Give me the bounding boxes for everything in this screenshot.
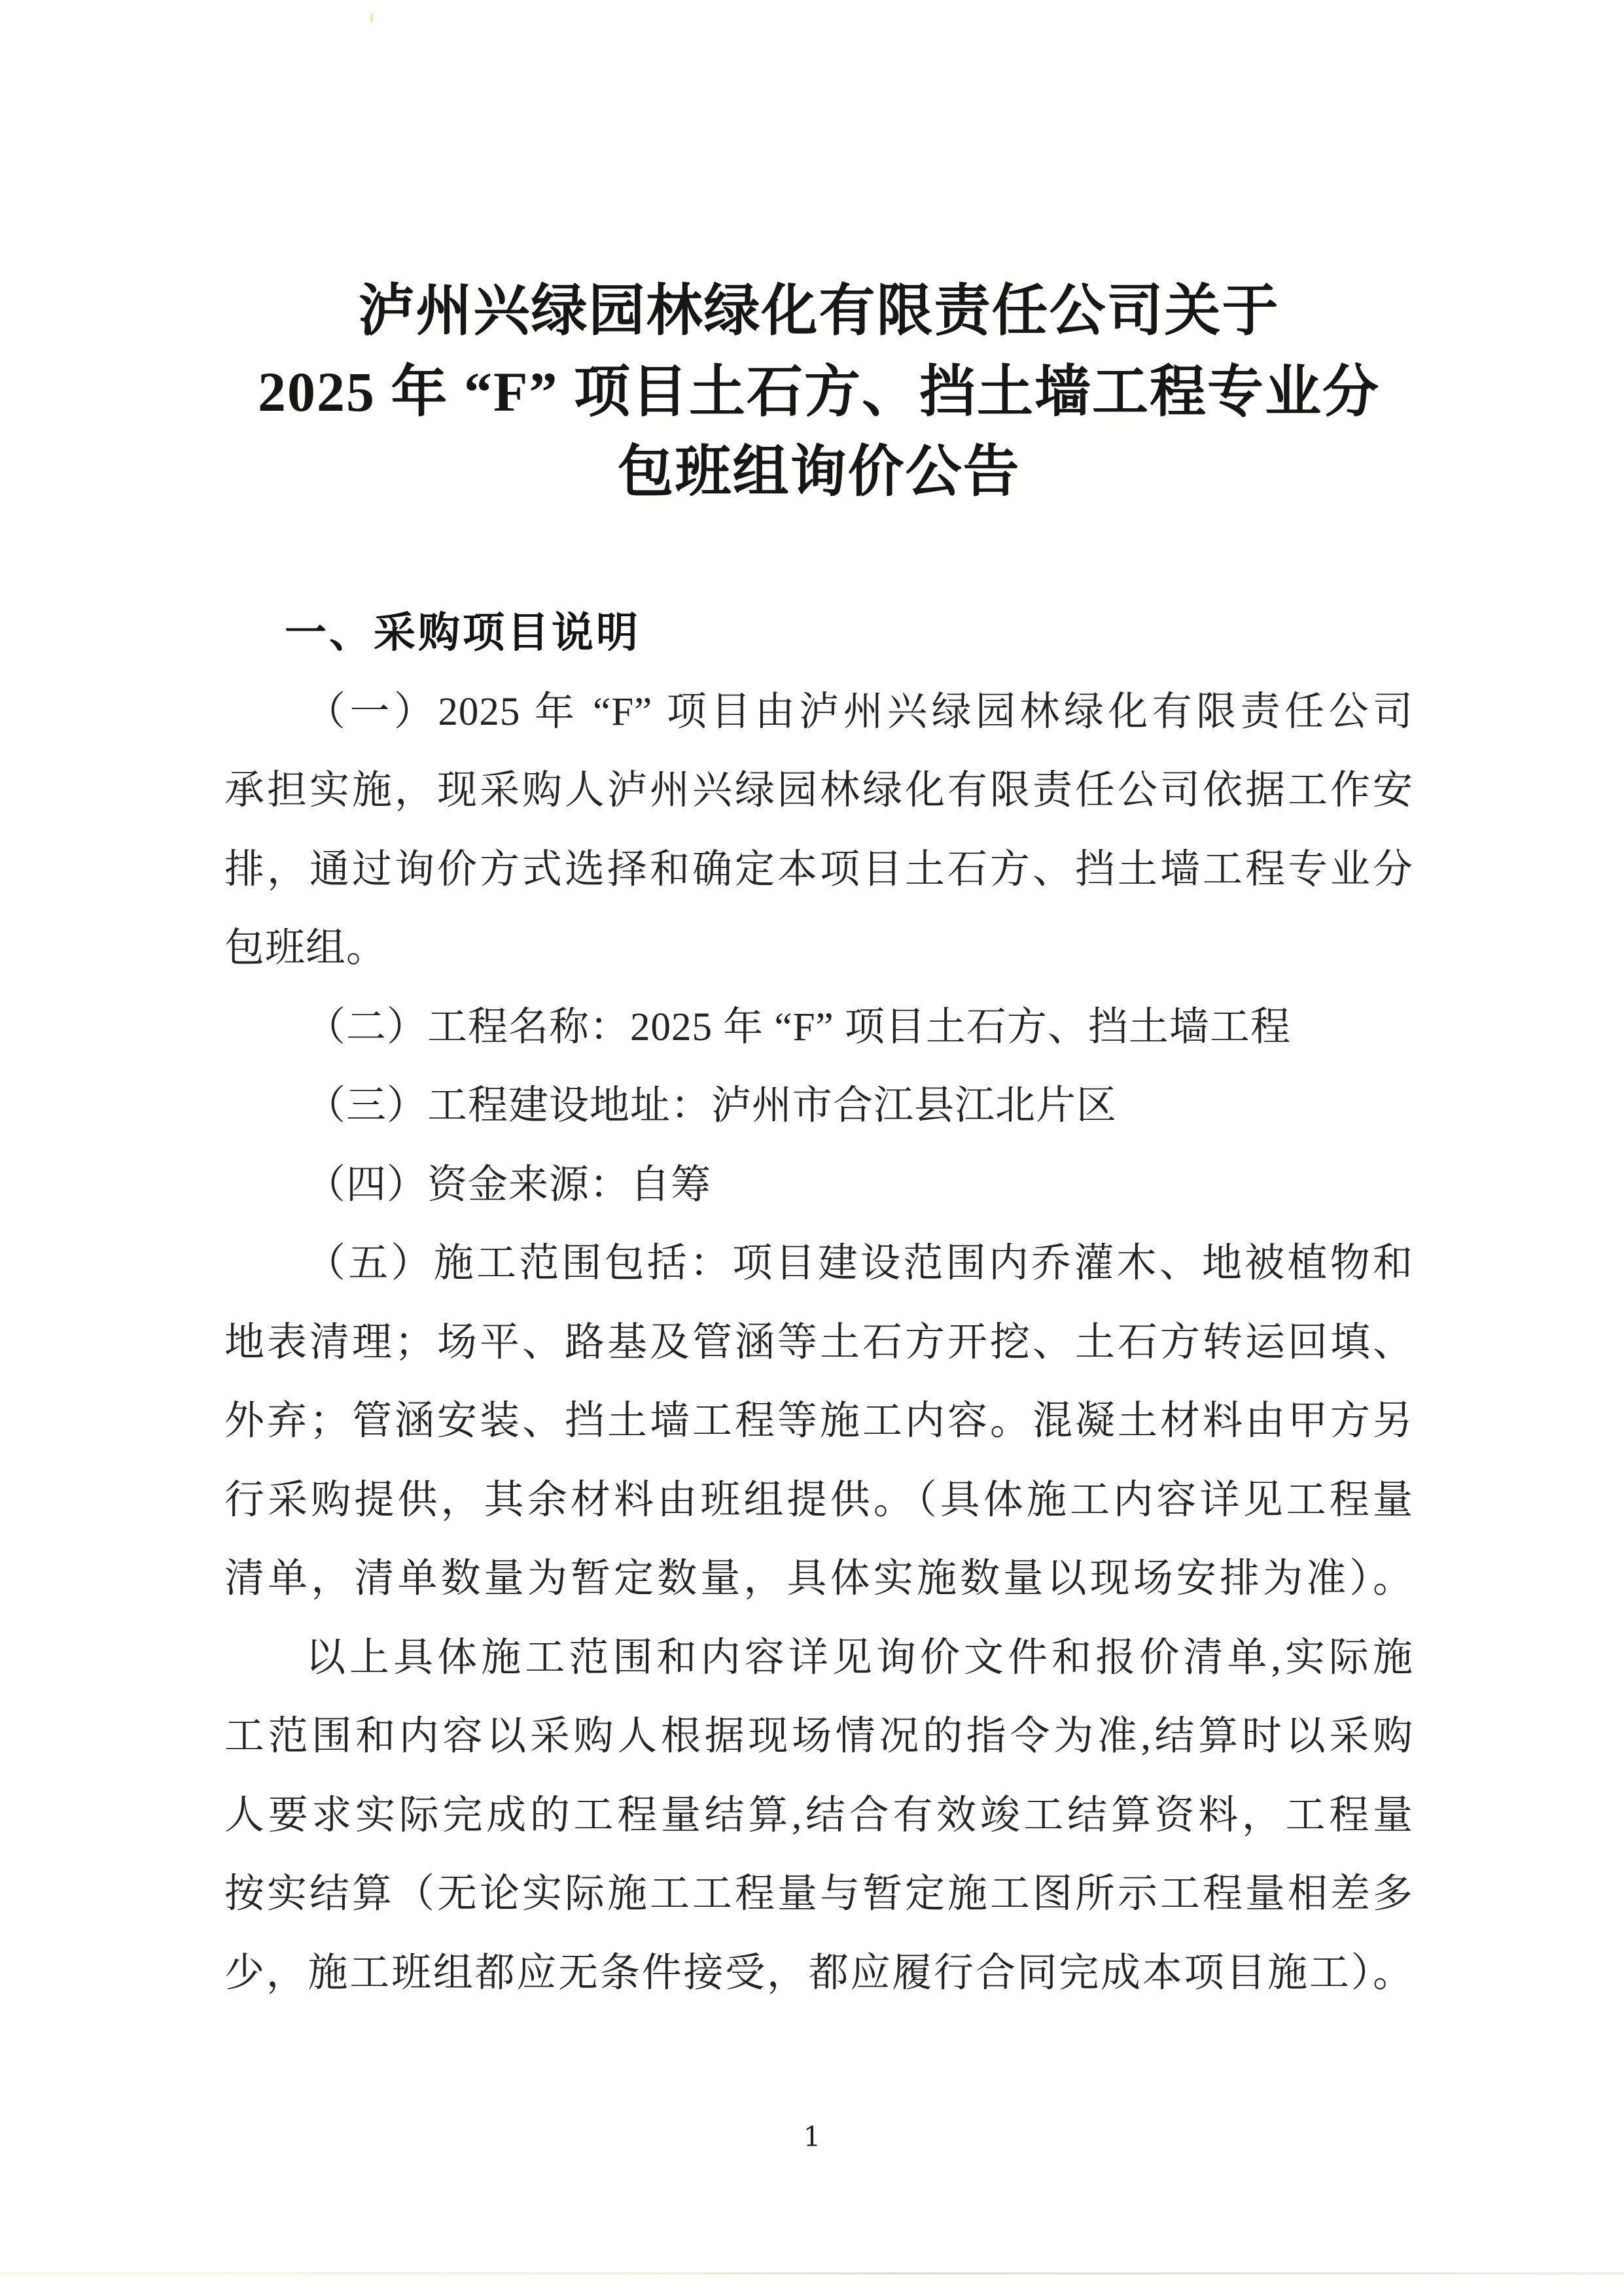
title-line-1: 泸州兴绿园林绿化有限责任公司关于 (358, 279, 1280, 342)
body-line: 外弃；管涵安装、挡土墙工程等施工内容。混凝土材料由甲方另 (224, 1399, 1413, 1443)
body-line: 少，施工班组都应无条件接受，都应履行合同完成本项目施工）。 (224, 1951, 1413, 1995)
body-line: （二）工程名称：2025 年 “F” 项目土石方、挡土墙工程 (306, 1005, 1291, 1049)
body-line: 地表清理；场平、路基及管涵等土石方开挖、土石方转运回填、 (224, 1321, 1413, 1365)
body-line: （一）2025 年 “F” 项目由泸州兴绿园林绿化有限责任公司 (306, 690, 1413, 734)
body-line: 人要求实际完成的工程量结算,结合有效竣工结算资料，工程量 (224, 1794, 1413, 1837)
scan-artifact-line (0, 2272, 1624, 2274)
body-line: 包班组。 (224, 926, 387, 970)
body-line: （五）施工范围包括：项目建设范围内乔灌木、地被植物和 (306, 1242, 1413, 1285)
body-line: 以上具体施工范围和内容详见询价文件和报价清单,实际施 (306, 1636, 1413, 1680)
page-number: 1 (803, 2121, 821, 2153)
body-line: （四）资金来源：自筹 (306, 1163, 712, 1207)
section-heading: 一、采购项目说明 (285, 609, 641, 657)
body-line: （三）工程建设地址：泸州市合江县江北片区 (306, 1084, 1118, 1128)
title-line-3: 包班组询价公告 (617, 440, 1021, 503)
body-line: 清单，清单数量为暂定数量，具体实施数量以现场安排为准）。 (224, 1557, 1413, 1601)
body-line: 工范围和内容以采购人根据现场情况的指令为准,结算时以采购 (224, 1714, 1413, 1758)
body-line: 排，通过询价方式选择和确定本项目土石方、挡土墙工程专业分 (224, 848, 1413, 892)
body-line: 按实结算（无论实际施工工程量与暂定施工图所示工程量相差多 (224, 1872, 1413, 1916)
scan-artifact-speck (370, 13, 374, 22)
title-line-2: 2025 年 “F” 项目土石方、挡土墙工程专业分 (257, 360, 1381, 423)
body-line: 行采购提供，其余材料由班组提供。（具体施工内容详见工程量 (224, 1478, 1413, 1522)
body-line: 承担实施，现采购人泸州兴绿园林绿化有限责任公司依据工作安 (224, 769, 1413, 812)
